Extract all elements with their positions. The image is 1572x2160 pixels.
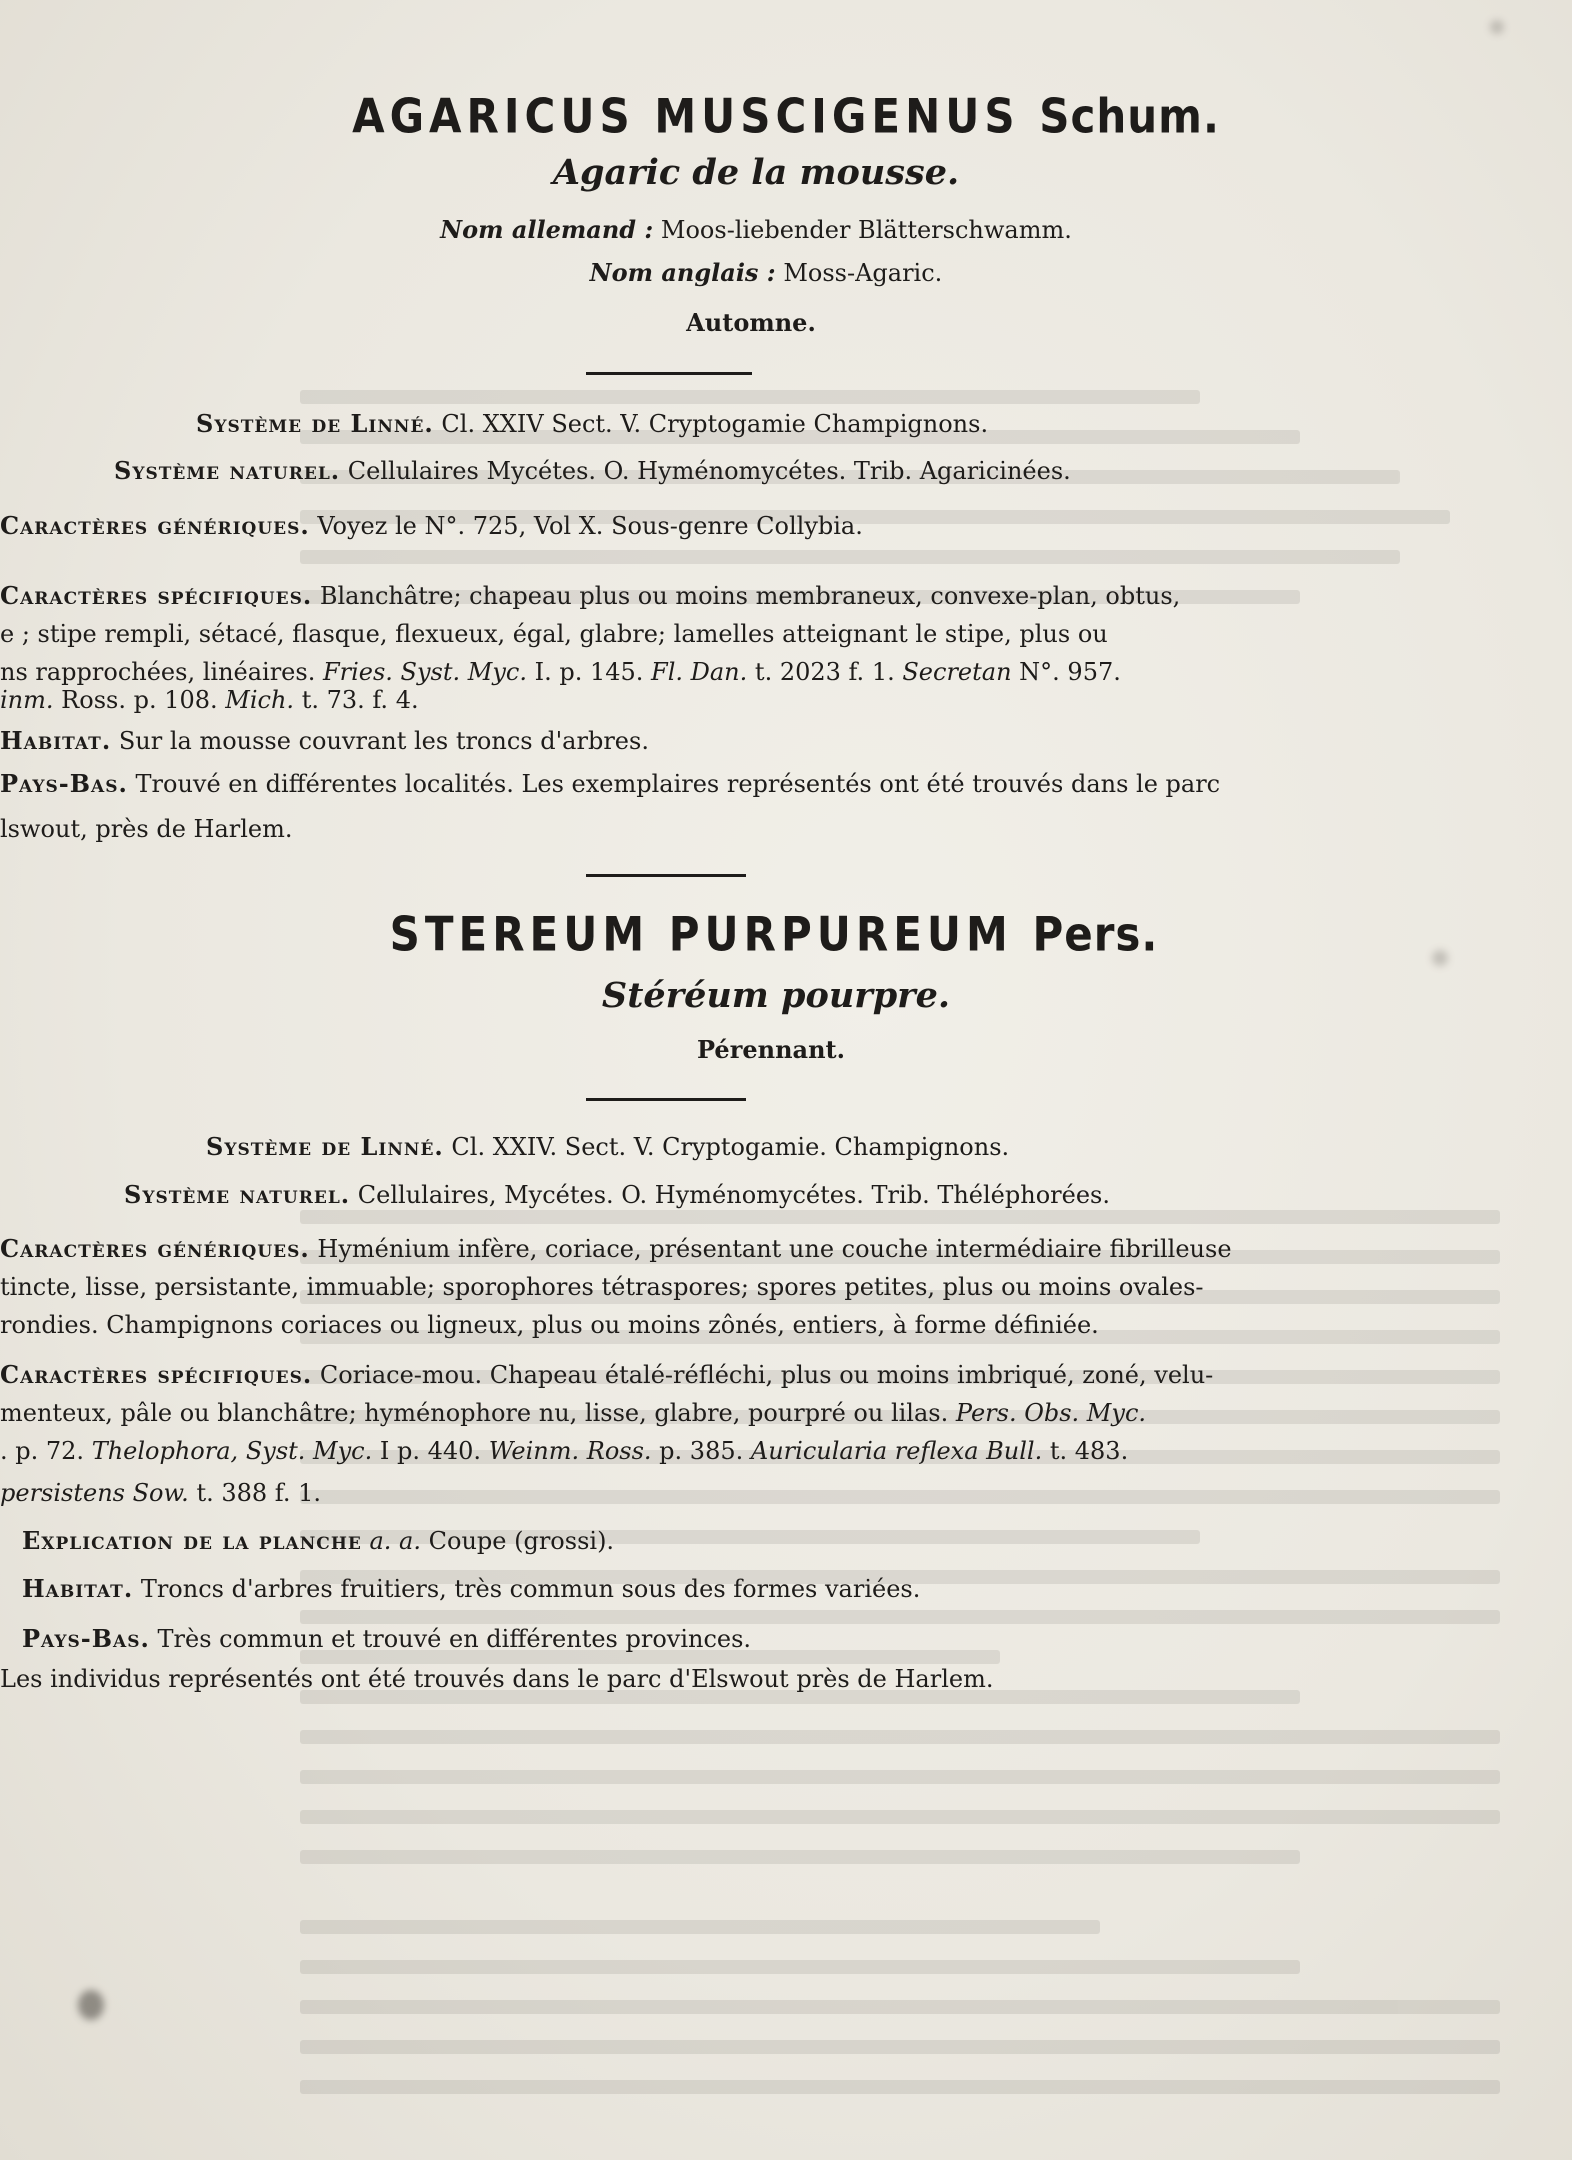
netherlands-locality-line: Les individus représentés ont été trouvés dans le parc d'Elswout près de Harlem. [0, 1665, 994, 1693]
habitat: Habitat. Sur la mousse couvrant les troncs d'arbres. [0, 726, 649, 755]
specific-characters: Caractères spécifiques. Coriace-mou. Chapeau étalé-réfléchi, plus ou moins imbriqué, zoné, velu- [0, 1360, 1214, 1389]
season: Pérennant. [697, 1035, 845, 1064]
german-name: Nom allemand : Moos-liebender Blätterschwamm. [440, 215, 1072, 244]
season: Automne. [686, 308, 816, 337]
divider [586, 874, 746, 877]
generic-characters: Caractères génériques. Hyménium infère, coriace, présentant une couche intermédiaire fibrilleuse [0, 1234, 1232, 1263]
specific-characters-line: . p. 72. Thelophora, Syst. Myc. I p. 440. Weinm. Ross. p. 385. Auricularia reflexa Bull. t. 483. [0, 1437, 1129, 1465]
generic-characters-line: tincte, lisse, persistante, immuable; sporophores tétraspores; spores petites, plus ou moins ovales- [0, 1273, 1204, 1301]
paper-stain [1490, 20, 1504, 34]
reverse-side-show-through [300, 80, 1572, 2160]
species-subtitle: Stéréum pourpre. [601, 975, 951, 1016]
linne-system: Système de Linné. Cl. XXIV Sect. V. Cryptogamie Champignons. [196, 409, 989, 438]
natural-system: Système naturel. Cellulaires, Mycétes. O. Hyménomycétes. Trib. Théléphorées. [124, 1180, 1110, 1209]
species-subtitle: Agaric de la mousse. [552, 152, 960, 193]
generic-characters: Caractères génériques. Voyez le N°. 725, Vol X. Sous-genre Collybia. [0, 511, 863, 540]
divider [586, 1098, 746, 1101]
specific-characters-line: persistens Sow. t. 388 f. 1. [0, 1479, 321, 1507]
generic-characters-line: rondies. Champignons coriaces ou ligneux, plus ou moins zônés, entiers, à forme définiée. [0, 1311, 1099, 1339]
specific-characters-line: e ; stipe rempli, sétacé, flasque, flexueux, égal, glabre; lamelles atteignant le stipe, plus ou [0, 620, 1108, 648]
netherlands-locality-line: lswout, près de Harlem. [0, 815, 293, 843]
species-title: STEREUM PURPUREUM Pers. [389, 907, 1159, 962]
specific-characters-line: menteux, pâle ou blanchâtre; hyménophore nu, lisse, glabre, pourpré ou lilas. Pers. Obs. Myc. [0, 1399, 1147, 1427]
netherlands-locality: Pays-Bas. Trouvé en différentes localités. Les exemplaires représentés ont été trouvés dans le parc [0, 769, 1221, 798]
plate-explanation: Explication de la planche a. a. Coupe (grossi). [22, 1526, 615, 1555]
divider [586, 372, 752, 375]
species-title: AGARICUS MUSCIGENUS Schum. [352, 89, 1220, 144]
netherlands-locality: Pays-Bas. Très commun et trouvé en différentes provinces. [22, 1624, 752, 1653]
specific-characters: Caractères spécifiques. Blanchâtre; chapeau plus ou moins membraneux, convexe-plan, obtus, [0, 581, 1181, 610]
linne-system: Système de Linné. Cl. XXIV. Sect. V. Cryptogamie. Champignons. [206, 1132, 1010, 1161]
english-name: Nom anglais : Moss-Agaric. [589, 258, 943, 287]
paper-stain [78, 1990, 104, 2020]
specific-characters-line: inm. Ross. p. 108. Mich. t. 73. f. 4. [0, 686, 419, 714]
specific-characters-line: ns rapprochées, linéaires. Fries. Syst. Myc. I. p. 145. Fl. Dan. t. 2023 f. 1. Secretan N°. 957. [0, 658, 1121, 686]
habitat: Habitat. Troncs d'arbres fruitiers, très commun sous des formes variées. [22, 1574, 921, 1603]
natural-system: Système naturel. Cellulaires Mycétes. O. Hyménomycétes. Trib. Agaricinées. [114, 456, 1071, 485]
